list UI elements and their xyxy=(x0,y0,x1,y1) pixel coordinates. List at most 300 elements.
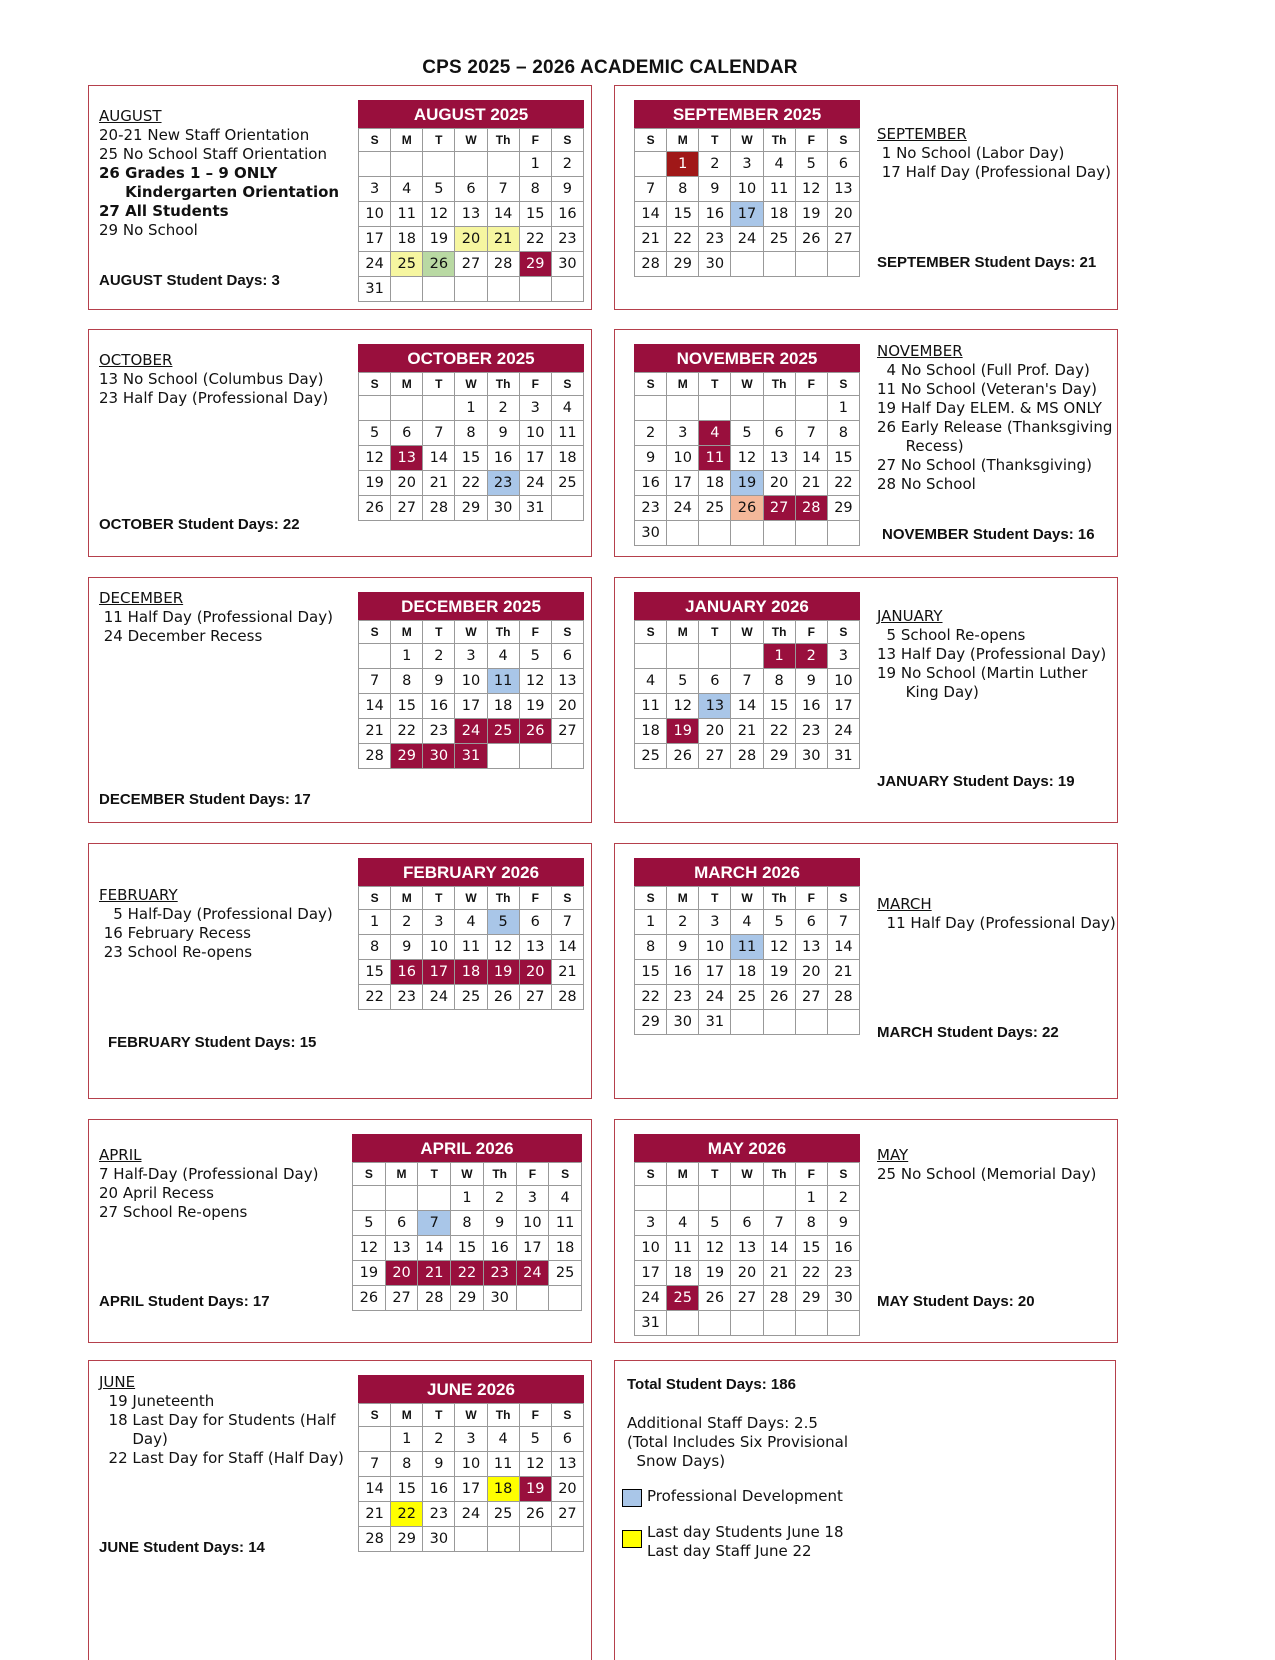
day-cell: 27 xyxy=(551,1502,583,1527)
week-row xyxy=(635,1186,860,1211)
day-cell: 25 xyxy=(455,985,487,1010)
day-cell: 23 xyxy=(487,471,519,496)
day-cell: 19 xyxy=(519,1477,551,1502)
weekday-header: F xyxy=(519,887,551,910)
march-notes xyxy=(877,895,1116,933)
september-notes xyxy=(877,125,1111,182)
day-cell: 19 xyxy=(795,202,827,227)
day-cell: 30 xyxy=(551,252,583,277)
week-row xyxy=(635,985,860,1010)
may-notes xyxy=(877,1146,1096,1184)
day-cell: 4 xyxy=(487,644,519,669)
day-cell: 14 xyxy=(423,446,455,471)
day-cell: 31 xyxy=(359,277,391,302)
day-cell: 22 xyxy=(827,471,859,496)
month-heading: SEPTEMBER xyxy=(877,125,967,143)
day-cell: 10 xyxy=(519,421,551,446)
day-cell: 16 xyxy=(423,694,455,719)
day-cell: 21 xyxy=(418,1261,451,1286)
day-cell: 24 xyxy=(635,1286,667,1311)
month-heading: JUNE xyxy=(99,1373,136,1391)
day-cell: 31 xyxy=(699,1010,731,1035)
week-row xyxy=(359,1452,584,1477)
day-cell: 3 xyxy=(455,644,487,669)
day-cell: 10 xyxy=(359,202,391,227)
weekday-header: M xyxy=(391,129,423,152)
day-cell: 5 xyxy=(667,669,699,694)
empty-cell xyxy=(359,396,391,421)
empty-cell xyxy=(551,1527,583,1552)
day-cell: 1 xyxy=(763,644,795,669)
weekday-header: T xyxy=(423,621,455,644)
day-cell: 25 xyxy=(487,1502,519,1527)
day-cell: 7 xyxy=(795,421,827,446)
empty-cell xyxy=(551,496,583,521)
day-cell: 21 xyxy=(359,1502,391,1527)
empty-cell xyxy=(827,1010,859,1035)
day-cell: 6 xyxy=(763,421,795,446)
day-cell: 15 xyxy=(827,446,859,471)
week-row xyxy=(635,960,860,985)
empty-cell xyxy=(795,252,827,277)
day-cell: 7 xyxy=(487,177,519,202)
weekday-header: Th xyxy=(487,373,519,396)
weekday-header: F xyxy=(519,1404,551,1427)
weekday-header: S xyxy=(359,887,391,910)
day-cell: 13 xyxy=(551,669,583,694)
day-cell: 14 xyxy=(795,446,827,471)
day-cell: 23 xyxy=(391,985,423,1010)
additional-line: (Total Includes Six Provisional xyxy=(627,1433,849,1451)
day-cell: 8 xyxy=(635,935,667,960)
empty-cell xyxy=(795,521,827,546)
calendar-title: OCTOBER 2025 xyxy=(358,344,584,372)
day-cell: 12 xyxy=(487,935,519,960)
weekday-header: S xyxy=(359,621,391,644)
day-cell: 20 xyxy=(827,202,859,227)
day-cell: 29 xyxy=(455,496,487,521)
day-cell: 10 xyxy=(827,669,859,694)
day-cell: 17 xyxy=(423,960,455,985)
day-cell: 7 xyxy=(763,1211,795,1236)
week-row xyxy=(635,644,860,669)
empty-cell xyxy=(635,396,667,421)
weekday-header: F xyxy=(519,373,551,396)
weekday-header: T xyxy=(418,1163,451,1186)
day-cell: 19 xyxy=(763,960,795,985)
additional-line: Additional Staff Days: 2.5 xyxy=(627,1414,818,1432)
june-day-grid xyxy=(358,1403,584,1552)
event-note: 25 No School Staff Orientation xyxy=(99,145,327,163)
day-cell: 22 xyxy=(391,1502,423,1527)
week-row xyxy=(635,1311,860,1336)
empty-cell xyxy=(763,1311,795,1336)
event-note: 22 Last Day for Staff (Half Day) xyxy=(99,1449,344,1467)
day-cell: 13 xyxy=(731,1236,763,1261)
day-cell: 2 xyxy=(635,421,667,446)
day-cell: 4 xyxy=(699,421,731,446)
day-cell: 3 xyxy=(731,152,763,177)
day-cell: 17 xyxy=(519,446,551,471)
october-day-grid xyxy=(358,372,584,521)
february-day-grid xyxy=(358,886,584,1010)
empty-cell xyxy=(635,644,667,669)
empty-cell xyxy=(455,1527,487,1552)
event-note: 29 No School xyxy=(99,221,198,239)
event-note: 11 Half Day (Professional Day) xyxy=(99,608,333,626)
calendar-title: SEPTEMBER 2025 xyxy=(634,100,860,128)
day-cell: 6 xyxy=(795,910,827,935)
january-calendar xyxy=(634,592,860,769)
september-student-days: SEPTEMBER Student Days: 21 xyxy=(877,254,1097,271)
day-cell: 29 xyxy=(667,252,699,277)
day-cell: 29 xyxy=(451,1286,484,1311)
week-row xyxy=(635,152,860,177)
day-cell: 6 xyxy=(455,177,487,202)
day-cell: 18 xyxy=(487,1477,519,1502)
day-cell: 11 xyxy=(635,694,667,719)
day-cell: 29 xyxy=(391,1527,423,1552)
day-cell: 26 xyxy=(795,227,827,252)
empty-cell xyxy=(667,521,699,546)
day-cell: 8 xyxy=(827,421,859,446)
august-calendar xyxy=(358,100,584,302)
day-cell: 14 xyxy=(487,202,519,227)
day-cell: 19 xyxy=(667,719,699,744)
day-cell: 22 xyxy=(667,227,699,252)
day-cell: 17 xyxy=(455,694,487,719)
day-cell: 2 xyxy=(423,1427,455,1452)
day-cell: 3 xyxy=(667,421,699,446)
day-cell: 7 xyxy=(418,1211,451,1236)
day-cell: 16 xyxy=(483,1236,516,1261)
day-cell: 12 xyxy=(731,446,763,471)
weekday-header: M xyxy=(385,1163,418,1186)
empty-cell xyxy=(359,152,391,177)
week-row xyxy=(635,935,860,960)
weekday-header: W xyxy=(731,1163,763,1186)
day-cell: 26 xyxy=(519,1502,551,1527)
day-cell: 30 xyxy=(483,1286,516,1311)
day-cell: 26 xyxy=(667,744,699,769)
empty-cell xyxy=(699,521,731,546)
weekday-header: S xyxy=(827,621,859,644)
day-cell: 26 xyxy=(731,496,763,521)
day-cell: 5 xyxy=(795,152,827,177)
weekday-header: M xyxy=(391,1404,423,1427)
day-cell: 27 xyxy=(551,719,583,744)
day-cell: 13 xyxy=(391,446,423,471)
day-cell: 21 xyxy=(423,471,455,496)
event-note: 19 Juneteenth xyxy=(99,1392,215,1410)
day-cell: 22 xyxy=(391,719,423,744)
day-cell: 26 xyxy=(353,1286,386,1311)
day-cell: 11 xyxy=(763,177,795,202)
day-cell: 22 xyxy=(763,719,795,744)
day-cell: 24 xyxy=(827,719,859,744)
weekday-header: Th xyxy=(483,1163,516,1186)
weekday-header: Th xyxy=(763,1163,795,1186)
day-cell: 22 xyxy=(451,1261,484,1286)
may-calendar xyxy=(634,1134,860,1336)
day-cell: 31 xyxy=(455,744,487,769)
day-cell: 30 xyxy=(699,252,731,277)
day-cell: 27 xyxy=(699,744,731,769)
weekday-header: T xyxy=(699,129,731,152)
day-cell: 14 xyxy=(551,935,583,960)
day-cell: 24 xyxy=(455,1502,487,1527)
february-calendar xyxy=(358,858,584,1010)
day-cell: 25 xyxy=(763,227,795,252)
week-row xyxy=(359,277,584,302)
week-row xyxy=(359,152,584,177)
day-cell: 17 xyxy=(699,960,731,985)
january-notes xyxy=(877,607,1106,702)
day-cell: 15 xyxy=(795,1236,827,1261)
calendar-title: FEBRUARY 2026 xyxy=(358,858,584,886)
calendar-title: JANUARY 2026 xyxy=(634,592,860,620)
december-calendar xyxy=(358,592,584,769)
june-calendar xyxy=(358,1375,584,1552)
empty-cell xyxy=(699,396,731,421)
empty-cell xyxy=(763,1010,795,1035)
weekday-header: M xyxy=(391,373,423,396)
week-row xyxy=(635,1286,860,1311)
day-cell: 13 xyxy=(455,202,487,227)
empty-cell xyxy=(699,644,731,669)
day-cell: 19 xyxy=(731,471,763,496)
week-row xyxy=(635,1261,860,1286)
day-cell: 9 xyxy=(423,1452,455,1477)
week-row xyxy=(353,1236,582,1261)
day-cell: 1 xyxy=(635,910,667,935)
weekday-header: M xyxy=(667,373,699,396)
day-cell: 6 xyxy=(699,669,731,694)
week-row xyxy=(635,471,860,496)
empty-cell xyxy=(731,1186,763,1211)
professional-development-swatch xyxy=(622,1489,642,1507)
may-student-days: MAY Student Days: 20 xyxy=(877,1293,1035,1310)
day-cell: 12 xyxy=(795,177,827,202)
day-cell: 20 xyxy=(551,694,583,719)
week-row xyxy=(359,694,584,719)
weekday-header: M xyxy=(667,887,699,910)
empty-cell xyxy=(455,277,487,302)
day-cell: 29 xyxy=(519,252,551,277)
day-cell: 10 xyxy=(455,1452,487,1477)
day-cell: 20 xyxy=(551,1477,583,1502)
day-cell: 9 xyxy=(699,177,731,202)
day-cell: 12 xyxy=(423,202,455,227)
day-cell: 28 xyxy=(423,496,455,521)
day-cell: 11 xyxy=(487,1452,519,1477)
empty-cell xyxy=(487,744,519,769)
weekday-header: W xyxy=(455,373,487,396)
week-row xyxy=(359,910,584,935)
day-cell: 29 xyxy=(635,1010,667,1035)
day-cell: 28 xyxy=(418,1286,451,1311)
weekday-header: M xyxy=(391,621,423,644)
day-cell: 10 xyxy=(667,446,699,471)
day-cell: 5 xyxy=(699,1211,731,1236)
weekday-header: Th xyxy=(763,129,795,152)
day-cell: 3 xyxy=(516,1186,549,1211)
weekday-header: F xyxy=(795,1163,827,1186)
day-cell: 27 xyxy=(795,985,827,1010)
empty-cell xyxy=(667,1186,699,1211)
january-day-grid xyxy=(634,620,860,769)
empty-cell xyxy=(699,1311,731,1336)
empty-cell xyxy=(795,1010,827,1035)
december-notes xyxy=(99,589,333,646)
day-cell: 4 xyxy=(551,396,583,421)
day-cell: 2 xyxy=(667,910,699,935)
day-cell: 23 xyxy=(423,1502,455,1527)
day-cell: 12 xyxy=(763,935,795,960)
day-cell: 5 xyxy=(359,421,391,446)
day-cell: 6 xyxy=(391,421,423,446)
day-cell: 27 xyxy=(455,252,487,277)
day-cell: 9 xyxy=(487,421,519,446)
week-row xyxy=(359,1477,584,1502)
weekday-header: M xyxy=(667,621,699,644)
day-cell: 29 xyxy=(763,744,795,769)
day-cell: 28 xyxy=(731,744,763,769)
weekday-header: T xyxy=(699,373,731,396)
day-cell: 30 xyxy=(635,521,667,546)
day-cell: 25 xyxy=(549,1261,582,1286)
week-row xyxy=(635,669,860,694)
weekday-header: W xyxy=(455,129,487,152)
week-row xyxy=(635,177,860,202)
april-notes xyxy=(99,1146,318,1222)
empty-cell xyxy=(516,1286,549,1311)
day-cell: 17 xyxy=(516,1236,549,1261)
day-cell: 8 xyxy=(391,669,423,694)
empty-cell xyxy=(635,152,667,177)
event-note: 19 Half Day ELEM. & MS ONLY xyxy=(877,399,1102,417)
day-cell: 9 xyxy=(795,669,827,694)
empty-cell xyxy=(391,152,423,177)
weekday-header: S xyxy=(635,373,667,396)
week-row xyxy=(353,1261,582,1286)
month-heading: AUGUST xyxy=(99,107,162,125)
empty-cell xyxy=(667,1311,699,1336)
september-day-grid xyxy=(634,128,860,277)
day-cell: 3 xyxy=(519,396,551,421)
day-cell: 13 xyxy=(827,177,859,202)
day-cell: 31 xyxy=(827,744,859,769)
day-cell: 31 xyxy=(519,496,551,521)
november-notes xyxy=(877,342,1112,494)
day-cell: 25 xyxy=(731,985,763,1010)
day-cell: 26 xyxy=(487,985,519,1010)
week-row xyxy=(635,252,860,277)
day-cell: 3 xyxy=(699,910,731,935)
day-cell: 28 xyxy=(827,985,859,1010)
day-cell: 27 xyxy=(391,496,423,521)
day-cell: 28 xyxy=(635,252,667,277)
day-cell: 6 xyxy=(385,1211,418,1236)
day-cell: 17 xyxy=(827,694,859,719)
day-cell: 15 xyxy=(667,202,699,227)
day-cell: 16 xyxy=(423,1477,455,1502)
day-cell: 2 xyxy=(795,644,827,669)
day-cell: 12 xyxy=(359,446,391,471)
weekday-header: S xyxy=(635,887,667,910)
day-cell: 11 xyxy=(699,446,731,471)
day-cell: 17 xyxy=(359,227,391,252)
month-heading: MARCH xyxy=(877,895,932,913)
day-cell: 26 xyxy=(519,719,551,744)
weekday-header: S xyxy=(827,1163,859,1186)
event-note: 23 Half Day (Professional Day) xyxy=(99,389,329,407)
weekday-header: F xyxy=(795,621,827,644)
august-day-grid xyxy=(358,128,584,302)
week-row xyxy=(353,1186,582,1211)
day-cell: 1 xyxy=(451,1186,484,1211)
weekday-header: S xyxy=(827,887,859,910)
february-notes xyxy=(99,886,333,962)
weekday-header: T xyxy=(423,129,455,152)
day-cell: 27 xyxy=(519,985,551,1010)
week-row xyxy=(359,496,584,521)
day-cell: 18 xyxy=(549,1236,582,1261)
legend-last-students: Last day Students June 18 xyxy=(647,1523,844,1541)
day-cell: 9 xyxy=(827,1211,859,1236)
day-cell: 26 xyxy=(699,1286,731,1311)
day-cell: 13 xyxy=(551,1452,583,1477)
day-cell: 22 xyxy=(455,471,487,496)
day-cell: 30 xyxy=(423,1527,455,1552)
legend-last-day xyxy=(647,1523,844,1561)
event-note: Day) xyxy=(99,1430,168,1448)
empty-cell xyxy=(731,396,763,421)
day-cell: 24 xyxy=(516,1261,549,1286)
day-cell: 16 xyxy=(827,1236,859,1261)
day-cell: 3 xyxy=(359,177,391,202)
day-cell: 2 xyxy=(391,910,423,935)
march-student-days: MARCH Student Days: 22 xyxy=(877,1024,1059,1041)
day-cell: 11 xyxy=(487,669,519,694)
total-student-days: Total Student Days: 186 xyxy=(627,1376,796,1393)
week-row xyxy=(359,177,584,202)
day-cell: 17 xyxy=(667,471,699,496)
legend-last-staff: Last day Staff June 22 xyxy=(647,1542,812,1560)
event-note: 5 School Re-opens xyxy=(877,626,1026,644)
weekday-header: F xyxy=(519,621,551,644)
event-note: 17 Half Day (Professional Day) xyxy=(877,163,1111,181)
event-note: 28 No School xyxy=(877,475,976,493)
day-cell: 18 xyxy=(635,719,667,744)
empty-cell xyxy=(391,277,423,302)
empty-cell xyxy=(359,644,391,669)
day-cell: 15 xyxy=(451,1236,484,1261)
event-note: 26 Early Release (Thanksgiving xyxy=(877,418,1113,436)
day-cell: 28 xyxy=(551,985,583,1010)
weekday-header: F xyxy=(516,1163,549,1186)
day-cell: 6 xyxy=(551,1427,583,1452)
april-student-days: APRIL Student Days: 17 xyxy=(99,1293,270,1310)
empty-cell xyxy=(667,396,699,421)
day-cell: 19 xyxy=(699,1261,731,1286)
day-cell: 25 xyxy=(551,471,583,496)
day-cell: 24 xyxy=(519,471,551,496)
day-cell: 26 xyxy=(763,985,795,1010)
event-note: 20 April Recess xyxy=(99,1184,214,1202)
day-cell: 20 xyxy=(699,719,731,744)
weekday-header: Th xyxy=(763,887,795,910)
